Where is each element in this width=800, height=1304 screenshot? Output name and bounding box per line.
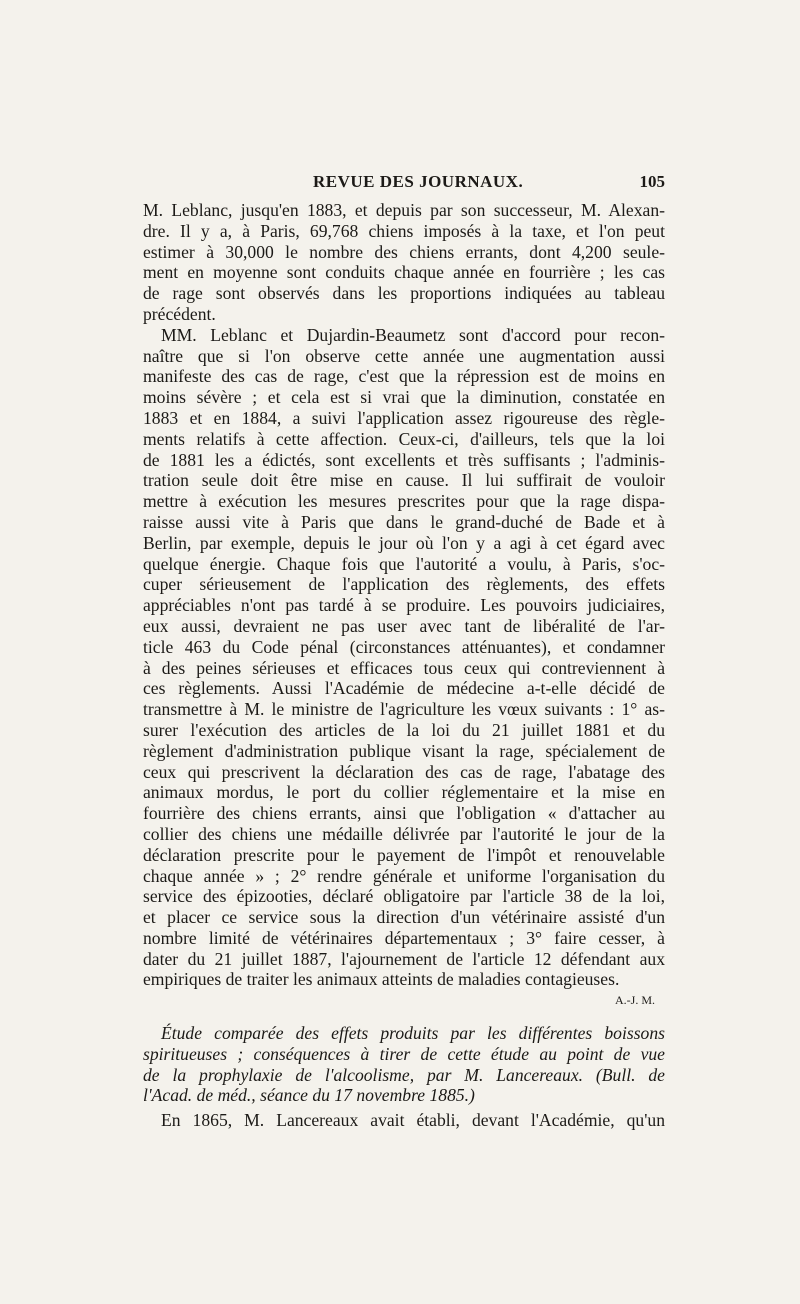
text-line: de 1881 les a édictés, sont excellents et très suffisants ; l'adminis- xyxy=(143,449,665,470)
article-title xyxy=(143,1023,665,1106)
running-head-title: REVUE DES JOURNAUX. xyxy=(313,172,524,191)
text-line: ments relatifs à cette affection. Ceux-ci, d'ailleurs, tels que la loi xyxy=(143,428,665,449)
text-line: moins sévère ; et cela est si vrai que la diminution, constatée en xyxy=(143,387,665,408)
text-line: 1883 et en 1884, a suivi l'application assez rigoureuse des règle- xyxy=(143,407,665,428)
text-line: ceux qui prescrivent la déclaration des cas de rage, l'abatage des xyxy=(143,761,665,782)
page-body xyxy=(143,200,665,1131)
paragraph-1 xyxy=(143,200,665,325)
text-line: eux aussi, devraient ne pas user avec tant de libéralité de l'ar- xyxy=(143,615,665,636)
text-line: cuper sérieusement de l'application des règlements, des effets xyxy=(143,574,665,595)
text-line: nombre limité de vétérinaires départementaux ; 3° faire cesser, à xyxy=(143,927,665,948)
text-line: spiritueuses ; conséquences à tirer de cette étude au point de vue xyxy=(143,1043,665,1064)
text-line: ces règlements. Aussi l'Académie de médecine a-t-elle décidé de xyxy=(143,678,665,699)
text-line: déclaration prescrite pour le payement de l'impôt et renouvelable xyxy=(143,844,665,865)
text-line: l'Acad. de méd., séance du 17 novembre 1885.) xyxy=(143,1085,475,1106)
text-line: dater du 21 juillet 1887, l'ajournement de l'article 12 défendant aux xyxy=(143,948,665,969)
text-line: de rage sont observés dans les proportions indiquées au tableau xyxy=(143,283,665,304)
author-signature: A.-J. M. xyxy=(614,993,655,1008)
text-line: tration seule doit être mise en cause. Il lui suffirait de vouloir xyxy=(143,470,665,491)
text-line: ticle 463 du Code pénal (circonstances atténuantes), et condamner xyxy=(143,636,665,657)
text-line: naître que si l'on observe cette année une augmentation aussi xyxy=(143,345,665,366)
text-line: fourrière des chiens errants, ainsi que l'obligation « d'attacher au xyxy=(143,803,665,824)
text-line: MM. Leblanc et Dujardin-Beaumetz sont d'accord pour recon- xyxy=(161,324,665,345)
text-line: raisse aussi vite à Paris que dans le grand-duché de Bade et à xyxy=(143,511,665,532)
text-line: Étude comparée des effets produits par les différentes boissons xyxy=(161,1023,665,1044)
text-line: transmettre à M. le ministre de l'agriculture les vœux suivants : 1° as- xyxy=(143,699,665,720)
text-line: M. Leblanc, jusqu'en 1883, et depuis par son successeur, M. Alexan- xyxy=(143,200,665,220)
text-line: animaux mordus, le port du collier réglementaire et la mise en xyxy=(143,782,665,803)
text-line: appréciables n'ont pas tardé à se produire. Les pouvoirs judiciaires, xyxy=(143,595,665,616)
text-line: ment en moyenne sont conduits chaque année en fourrière ; les cas xyxy=(143,262,665,283)
text-line: surer l'exécution des articles de la loi du 21 juillet 1881 et du xyxy=(143,719,665,740)
text-line: et placer ce service sous la direction d'un vétérinaire assisté d'un xyxy=(143,907,665,928)
text-line: précédent. xyxy=(143,303,216,324)
text-line: chaque année » ; 2° rendre générale et uniforme l'organisation du xyxy=(143,865,665,886)
page-number: 105 xyxy=(639,172,665,191)
text-line: règlement d'administration publique visant la rage, spécialement de xyxy=(143,740,665,761)
text-line: quelque énergie. Chaque fois que l'autorité a voulu, à Paris, s'oc- xyxy=(143,553,665,574)
paragraph-3 xyxy=(143,1110,665,1131)
running-head xyxy=(143,172,665,194)
text-line: service des épizooties, déclaré obligatoire par l'article 38 de la loi, xyxy=(143,886,665,907)
text-line: dre. Il y a, à Paris, 69,768 chiens imposés à la taxe, et l'on peut xyxy=(143,220,665,241)
text-line: Berlin, par exemple, depuis le jour où l'on y a agi à cet égard avec xyxy=(143,532,665,553)
text-line: de la prophylaxie de l'alcoolisme, par M. Lancereaux. (Bull. de xyxy=(143,1064,665,1085)
text-line: à des peines sérieuses et efficaces tous ceux qui contreviennent à xyxy=(143,657,665,678)
text-line: collier des chiens une médaille délivrée par l'autorité le jour de la xyxy=(143,823,665,844)
text-line: mettre à exécution les mesures prescrites pour que la rage dispa- xyxy=(143,491,665,512)
text-line: manifeste des cas de rage, c'est que la répression est de moins en xyxy=(143,366,665,387)
text-line: En 1865, M. Lancereaux avait établi, devant l'Académie, qu'un xyxy=(161,1110,665,1131)
paragraph-2 xyxy=(143,325,665,991)
text-line: estimer à 30,000 le nombre des chiens errants, dont 4,200 seule- xyxy=(143,241,665,262)
text-line: empiriques de traiter les animaux atteints de maladies contagieuses. xyxy=(143,969,620,990)
section-gap xyxy=(143,1011,665,1023)
